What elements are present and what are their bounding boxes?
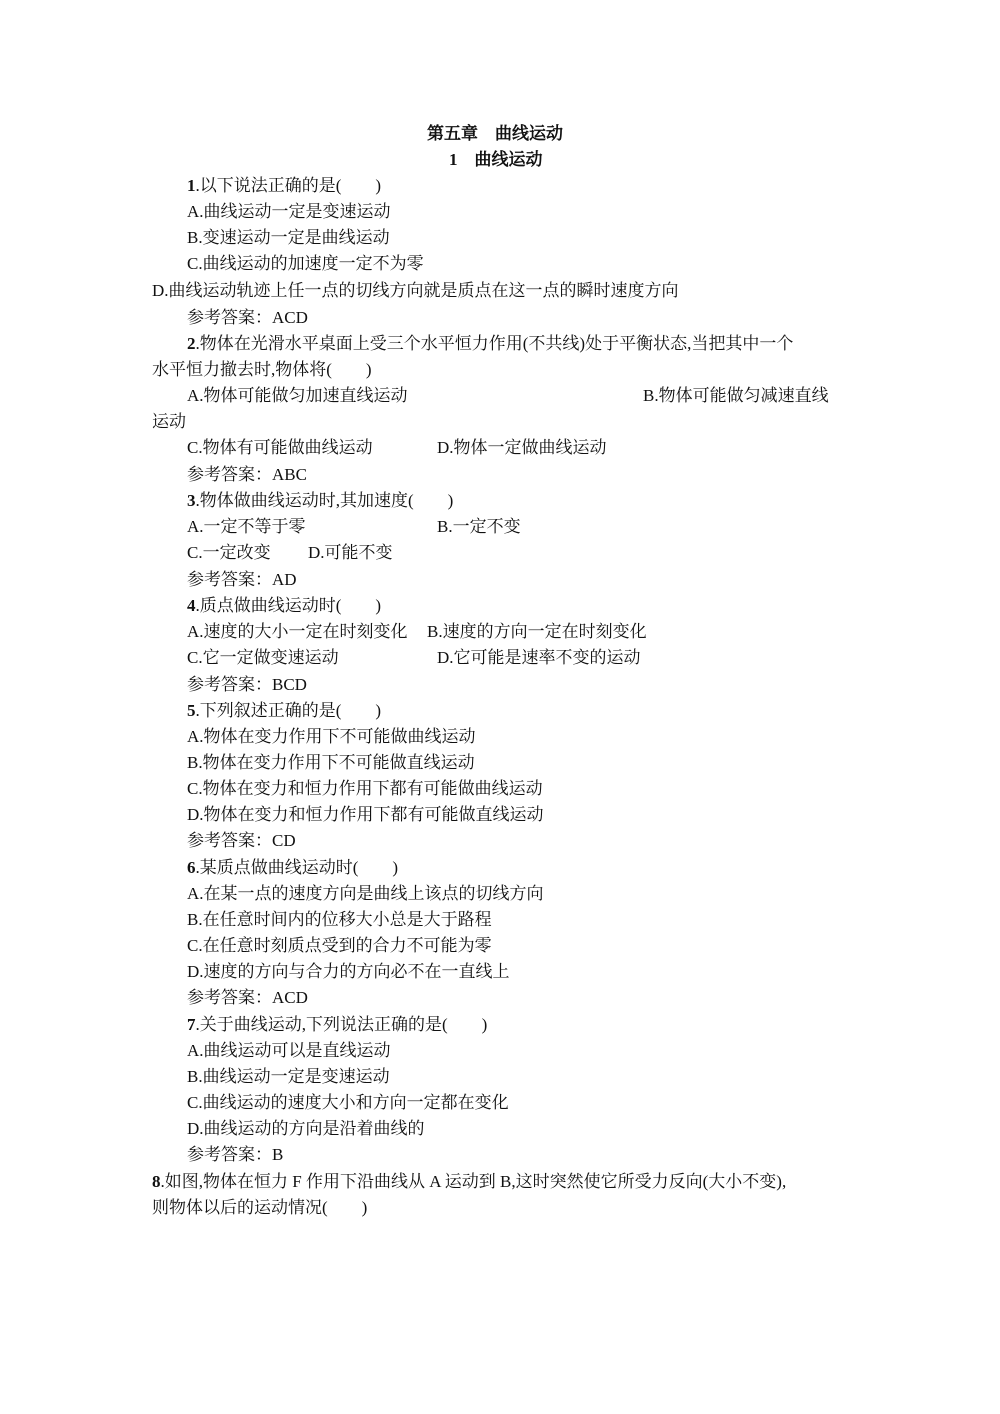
answer: 参考答案：AD xyxy=(187,570,297,589)
option-a: A.曲线运动一定是变速运动 xyxy=(187,202,391,221)
option-c: C.在任意时刻质点受到的合力不可能为零 xyxy=(187,936,492,955)
option-b: B.曲线运动一定是变速运动 xyxy=(187,1067,390,1086)
option-d: D.物体一定做曲线运动 xyxy=(437,438,607,457)
answer: 参考答案：ABC xyxy=(187,465,307,484)
option-b: B.在任意时间内的位移大小总是大于路程 xyxy=(187,910,492,929)
question-number: 5 xyxy=(187,701,196,720)
option-b-cont: 运动 xyxy=(152,412,186,431)
question-5-stem xyxy=(187,701,381,721)
option-b: B.一定不变 xyxy=(437,517,521,536)
option-a: A.物体可能做匀加速直线运动 xyxy=(187,386,408,405)
option-a: A.在某一点的速度方向是曲线上该点的切线方向 xyxy=(187,884,544,903)
option-d: D.速度的方向与合力的方向必不在一直线上 xyxy=(187,962,510,981)
option-d: D.曲线运动的方向是沿着曲线的 xyxy=(187,1119,425,1138)
option-a: A.曲线运动可以是直线运动 xyxy=(187,1041,391,1060)
question-text: .物体在光滑水平桌面上受三个水平恒力作用(不共线)处于平衡状态,当把其中一个 xyxy=(195,334,794,353)
question-number: 8 xyxy=(152,1172,161,1191)
question-2-stem-cont: 水平恒力撤去时,物体将( ) xyxy=(152,360,372,379)
option-c: C.它一定做变速运动 xyxy=(187,648,339,667)
option-c: C.物体在变力和恒力作用下都有可能做曲线运动 xyxy=(187,779,543,798)
answer: 参考答案：BCD xyxy=(187,675,307,694)
option-c: C.曲线运动的速度大小和方向一定都在变化 xyxy=(187,1093,509,1112)
question-text: .物体做曲线运动时,其加速度( ) xyxy=(195,491,454,510)
option-d: D.物体在变力和恒力作用下都有可能做直线运动 xyxy=(187,805,544,824)
question-number: 6 xyxy=(187,858,196,877)
question-3-stem xyxy=(187,491,453,511)
section-title: 1 曲线运动 xyxy=(449,150,543,169)
question-8-stem-cont: 则物体以后的运动情况( ) xyxy=(152,1198,368,1217)
answer: 参考答案：ACD xyxy=(187,988,308,1007)
option-d: D.可能不变 xyxy=(308,543,393,562)
option-b: B.物体在变力作用下不可能做直线运动 xyxy=(187,753,475,772)
question-number: 7 xyxy=(187,1015,196,1034)
option-b: B.变速运动一定是曲线运动 xyxy=(187,228,390,247)
option-b: B.物体可能做匀减速直线 xyxy=(643,386,829,405)
option-a: A.速度的大小一定在时刻变化 xyxy=(187,622,408,641)
answer: 参考答案：CD xyxy=(187,831,296,850)
question-number: 3 xyxy=(187,491,196,510)
question-number: 2 xyxy=(187,334,196,353)
option-a: A.一定不等于零 xyxy=(187,517,306,536)
chapter-title: 第五章 曲线运动 xyxy=(427,124,563,143)
question-4-stem xyxy=(187,596,381,616)
option-c: C.物体有可能做曲线运动 xyxy=(187,438,373,457)
option-a: A.物体在变力作用下不可能做曲线运动 xyxy=(187,727,476,746)
option-c: C.曲线运动的加速度一定不为零 xyxy=(187,254,424,273)
question-6-stem xyxy=(187,858,398,878)
option-d: D.它可能是速率不变的运动 xyxy=(437,648,641,667)
option-b: B.速度的方向一定在时刻变化 xyxy=(427,622,647,641)
answer: 参考答案：ACD xyxy=(187,308,308,327)
option-c: C.一定改变 xyxy=(187,543,271,562)
question-8-stem xyxy=(152,1172,786,1192)
question-2-stem xyxy=(187,334,793,354)
question-number: 4 xyxy=(187,596,196,615)
question-text: .关于曲线运动,下列说法正确的是( ) xyxy=(195,1015,488,1034)
question-text: .下列叙述正确的是( ) xyxy=(195,701,382,720)
question-number: 1 xyxy=(187,176,196,195)
question-text: .某质点做曲线运动时( ) xyxy=(195,858,399,877)
question-7-stem xyxy=(187,1015,487,1035)
question-text: .质点做曲线运动时( ) xyxy=(195,596,382,615)
answer: 参考答案：B xyxy=(187,1145,284,1164)
question-1-stem xyxy=(187,176,381,196)
option-d: D.曲线运动轨迹上任一点的切线方向就是质点在这一点的瞬时速度方向 xyxy=(152,281,679,300)
question-text: .如图,物体在恒力 F 作用下沿曲线从 A 运动到 B,这时突然使它所受力反向(大小不变), xyxy=(160,1172,787,1191)
question-text: .以下说法正确的是( ) xyxy=(195,176,382,195)
